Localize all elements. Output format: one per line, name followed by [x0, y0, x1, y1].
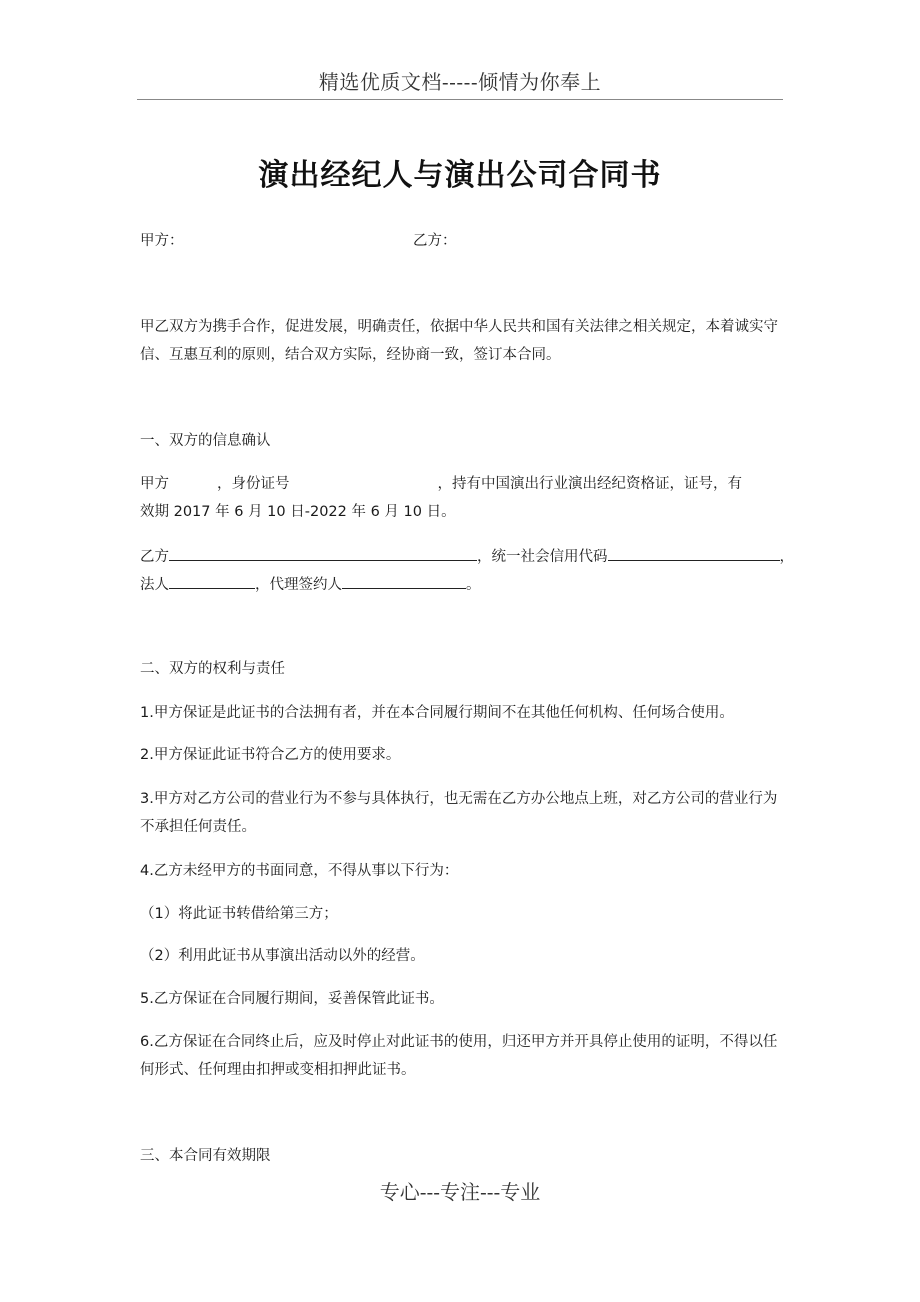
legal-person-label: 法人	[140, 577, 169, 593]
party-b-info-line-1	[140, 546, 794, 567]
party-b-info-line-2	[140, 574, 481, 595]
clause-2: 2.甲方保证此证书符合乙方的使用要求。	[140, 747, 401, 763]
party-a-info-line-2: 效期 2017 年 6 月 10 日-2022 年 6 月 10 日。	[140, 504, 456, 520]
party-a-info-line-1	[140, 474, 742, 494]
legal-person-blank[interactable]	[169, 574, 255, 589]
id-number-label: ，身份证号	[217, 476, 290, 492]
agent-blank[interactable]	[342, 574, 466, 589]
clause-6: 6.乙方保证在合同终止后，应及时停止对此证书的使用，归还甲方并开具停止使用的证明，不得以任何形式、任何理由扣押或变相扣押此证书。	[140, 1034, 778, 1078]
clause-3: 3.甲方对乙方公司的营业行为不参与具体执行，也无需在乙方办公地点上班，对乙方公司的营业行为不承担任何责任。	[140, 791, 778, 835]
credit-code-blank[interactable]	[608, 546, 780, 561]
agent-label: ，代理签约人	[255, 577, 342, 593]
party-b-name-label: 乙方	[140, 549, 169, 565]
clause-4-sub-1: （1）将此证书转借给第三方；	[140, 906, 338, 922]
clause-4-sub-2: （2）利用此证书从事演出活动以外的经营。	[140, 948, 425, 964]
clause-4: 4.乙方未经甲方的书面同意，不得从事以下行为：	[140, 863, 459, 879]
comma: ，	[779, 549, 794, 565]
party-a-label: 甲方：	[140, 233, 184, 249]
period: 。	[466, 577, 481, 593]
page-footer: 专心---专注---专业	[379, 1180, 541, 1204]
section-3-heading: 三、本合同有效期限	[140, 1148, 271, 1164]
party-b-label: 乙方：	[413, 233, 457, 249]
certificate-text: ，持有中国演出行业演出经纪资格证，证号，有	[437, 476, 742, 492]
page-header: 精选优质文档-----倾情为你奉上	[318, 70, 602, 94]
section-2-heading: 二、双方的权利与责任	[140, 661, 285, 677]
party-a-name-label: 甲方	[140, 476, 169, 492]
header-divider	[137, 99, 783, 100]
party-b-name-blank[interactable]	[169, 546, 477, 561]
clause-1: 1.甲方保证是此证书的合法拥有者，并在本合同履行期间不在其他任何机构、任何场合使用。	[140, 705, 734, 721]
clause-5: 5.乙方保证在合同履行期间，妥善保管此证书。	[140, 991, 444, 1007]
credit-code-label: ，统一社会信用代码	[477, 549, 608, 565]
section-1-heading: 一、双方的信息确认	[140, 433, 271, 449]
document-title: 演出经纪人与演出公司合同书	[258, 158, 662, 193]
intro-paragraph: 甲乙双方为携手合作，促进发展，明确责任，依据中华人民共和国有关法律之相关规定，本着诚实守信、互惠互利的原则，结合双方实际，经协商一致，签订本合同。	[140, 319, 778, 363]
